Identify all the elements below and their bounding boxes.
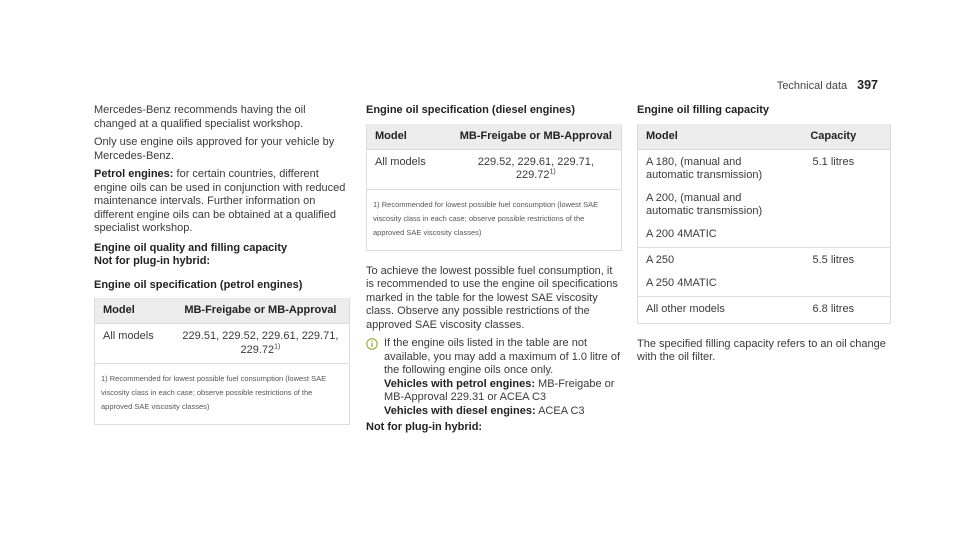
petrol-spec-table [94,298,350,425]
header-approval: MB-Freigabe or MB-Approval [451,124,621,150]
note-diesel [384,405,622,419]
model-entry: A 250 4MATIC [646,276,717,289]
capacity-table-title: Engine oil filling capacity [637,104,770,116]
table-footnote: 1) Recommended for lowest possible fuel consumption (lowest SAE viscosity class in each case; observe possible restrictions of the approved SAE viscosity classes) [95,364,349,425]
footnote-ref: 1) [274,342,281,350]
table-row [367,149,621,189]
info-icon [366,338,378,350]
page-header [777,78,878,92]
table-footnote-row [367,189,621,250]
cell-model: All models [367,149,451,189]
table-header-row [95,298,349,324]
header-model: Model [367,124,451,150]
diesel-table-title: Engine oil specification (diesel engines) [366,104,576,116]
petrol-label: Petrol engines: [94,168,174,180]
column-3 [637,104,891,370]
table-row [638,248,890,297]
cell-approval [451,149,621,189]
table-row [638,297,890,323]
note-body [384,337,622,418]
cell-capacity: 5.5 litres [777,248,890,297]
quality-heading: Engine oil quality and filling capacity [94,241,288,254]
hybrid-heading: Not for plug-in hybrid: [94,255,211,267]
note-diesel-text: ACEA C3 [535,404,585,417]
hybrid-heading: Not for plug-in hybrid: [366,421,483,433]
header-model: Model [95,298,172,324]
table-footnote-row [95,364,349,425]
table-footnote: 1) Recommended for lowest possible fuel consumption (lowest SAE viscosity class in each case; observe possible restrictions of the approved SAE viscosity classes) [367,189,621,250]
cell-approval [172,324,349,364]
cell-models [638,248,777,297]
cell-model: All models [95,324,172,364]
note-petrol-text: MB-Freigabe or MB-Approval 229.31 or ACEA C3 [384,377,615,403]
header-model: Model [638,124,777,150]
approval-values: 229.51, 229.52, 229.61, 229.71, 229.72 [182,330,339,356]
approval-values: 229.52, 229.61, 229.71, 229.72 [477,155,594,181]
diesel-spec-table [366,124,622,251]
petrol-paragraph [94,168,350,236]
table-row [95,324,349,364]
page-number: 397 [857,78,878,92]
note-diesel-label: Vehicles with diesel engines: [384,404,536,417]
petrol-table-title: Engine oil specification (petrol engines) [94,278,303,291]
fuel-consumption-paragraph: To achieve the lowest possible fuel consumption, it is recommended to use the engine oil specifications marked in the table for the lowest SAE viscosity class. Observe any possible restrictions of the approved SAE viscosity classes. [366,264,618,331]
intro-paragraph-2: Only use engine oils approved for your vehicle by Mercedes-Benz. [94,136,335,162]
note-text: If the engine oils listed in the table are not available, you may add a maximum of 1.0 litre of the following engine oils once only. [384,337,621,376]
note-box [366,337,622,418]
footnote-ref: 1) [549,168,556,176]
cell-models: All other models [638,297,777,323]
model-entry: A 200 4MATIC [646,227,717,240]
intro-paragraph-1: Mercedes-Benz recommends having the oil changed at a qualified specialist workshop. [94,104,306,130]
table-header-row [367,124,621,150]
capacity-table [637,124,891,324]
column-2 [366,104,622,435]
header-capacity: Capacity [777,124,890,150]
table-header-row [638,124,890,150]
section-title: Technical data [776,80,848,92]
note-petrol [384,378,622,405]
header-approval: MB-Freigabe or MB-Approval [172,298,349,324]
capacity-note-paragraph: The specified filling capacity refers to an oil change with the oil filter. [637,337,886,363]
petrol-text: for certain countries, different engine oils can be used in conjunction with reduced maintenance intervals. Further information on different engine oils can be obtained at a qualified specialist workshop. [94,168,346,234]
note-petrol-label: Vehicles with petrol engines: [384,377,535,390]
model-entry: A 200, (manual and automatic transmission) [646,191,763,217]
cell-capacity: 5.1 litres [777,149,890,248]
table-row [638,149,890,248]
cell-capacity: 6.8 litres [777,297,890,323]
model-entry: A 250 [646,254,675,266]
model-entry: A 180, (manual and automatic transmission) [646,155,763,181]
column-1 [94,104,350,425]
cell-models [638,149,777,248]
